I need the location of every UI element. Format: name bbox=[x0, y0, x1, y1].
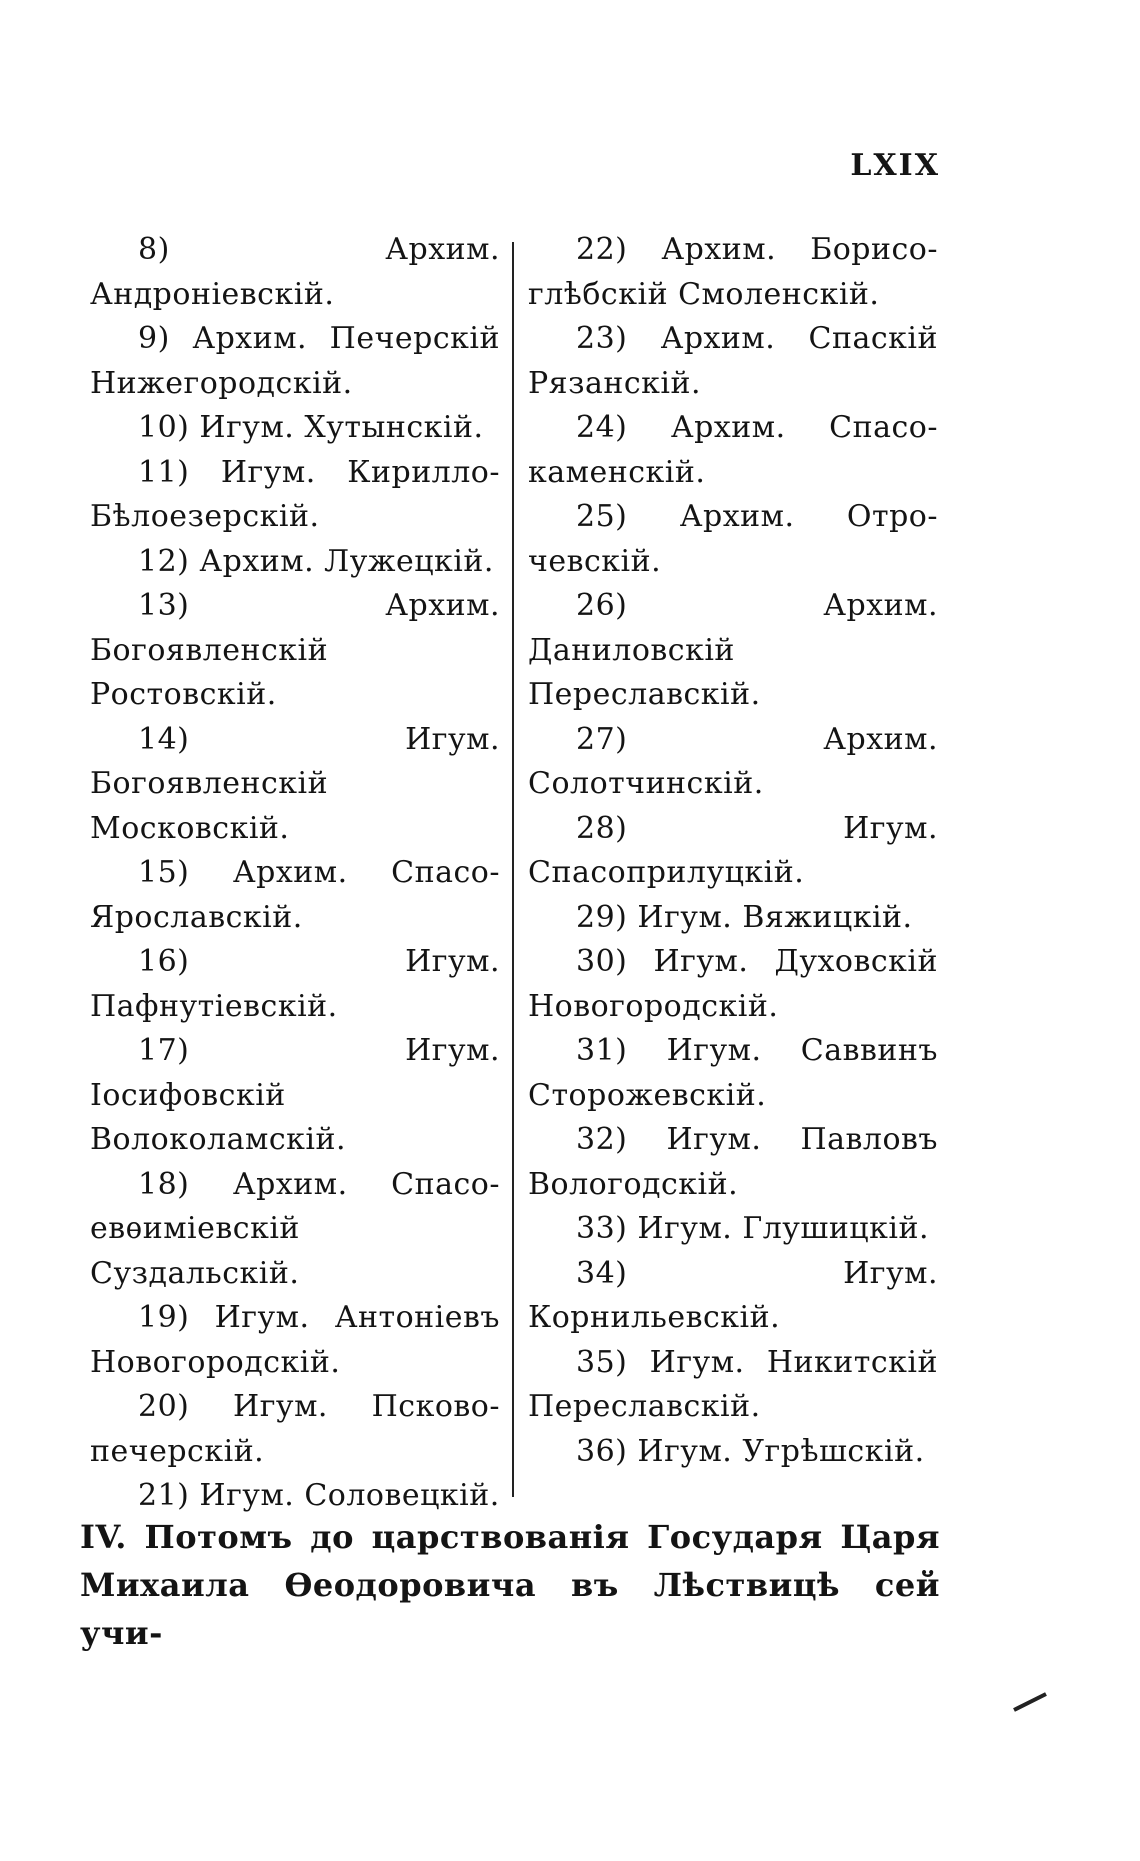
footer-line-2: Михаила Ѳеодоровича въ Лѣствицѣ сей учи- bbox=[80, 1566, 940, 1652]
list-item: 28) Игум. Спасоприлуцкій. bbox=[528, 810, 938, 890]
footer-paragraph bbox=[80, 1513, 940, 1657]
page-number: LXIX bbox=[850, 148, 940, 183]
list-item: 34) Игум. Корнильевскій. bbox=[528, 1255, 938, 1335]
list-item: 18) Архим. Спасо-евѳиміевскій Суздальскій. bbox=[90, 1166, 500, 1291]
list-item: 33) Игум. Глушицкій. bbox=[576, 1211, 929, 1246]
list-item: 16) Игум. Пафнутіевскій. bbox=[90, 944, 500, 1024]
list-item: 27) Архим. Солотчинскій. bbox=[528, 721, 938, 801]
list-item: 20) Игум. Псково-печерскій. bbox=[90, 1389, 500, 1469]
list-item: 32) Игум. Павловъ Вологодскій. bbox=[528, 1122, 938, 1202]
list-item: 13) Архим. Богоявленскій Ростовскій. bbox=[90, 588, 500, 712]
list-item: 35) Игум. Никитскій Переславскій. bbox=[528, 1344, 938, 1424]
list-item: 26) Архим. Даниловскій Переславскій. bbox=[528, 588, 938, 712]
two-column-list bbox=[90, 228, 940, 1519]
list-item: 25) Архим. Отро-чевскій. bbox=[528, 499, 938, 579]
list-item: 30) Игум. Духовскій Новогородскій. bbox=[528, 944, 938, 1024]
list-item: 17) Игум. Іосифовскій Волоколамскій. bbox=[90, 1033, 500, 1157]
list-item: 31) Игум. Саввинъ Сторожевскій. bbox=[528, 1033, 938, 1113]
list-item: 12) Архим. Лужецкій. bbox=[138, 543, 494, 579]
list-item: 23) Архим. Спаскій Рязанскій. bbox=[528, 321, 938, 401]
list-item: 24) Архим. Спасо-каменскій. bbox=[528, 410, 938, 490]
list-item: 22) Архим. Борисо-глѣбскій Смоленскій. bbox=[528, 232, 938, 312]
left-column bbox=[90, 228, 512, 1519]
stray-pen-mark bbox=[1010, 1690, 1050, 1721]
list-item: 14) Игум. Богоявленскій Московскій. bbox=[90, 721, 500, 846]
list-item: 29) Игум. Вяжицкій. bbox=[576, 899, 913, 935]
list-item: 11) Игум. Кирилло-Бѣлоезерскій. bbox=[90, 454, 500, 534]
list-item: 9) Архим. Печерскій Нижегородскій. bbox=[90, 321, 500, 401]
right-column bbox=[514, 228, 938, 1474]
list-item: 8) Архим. Андроніевскій. bbox=[90, 232, 500, 312]
list-item: 19) Игум. Антоніевъ Новогородскій. bbox=[90, 1300, 500, 1380]
list-item: 15) Архим. Спасо-Ярославскій. bbox=[90, 855, 500, 935]
list-item: 21) Игум. Соловецкій. bbox=[138, 1478, 500, 1513]
list-item: 10) Игум. Хутынскій. bbox=[138, 410, 484, 445]
list-item: 36) Игум. Угрѣшскій. bbox=[576, 1433, 925, 1469]
footer-line-1: IV. Потомъ до царствованія Государя Царя bbox=[80, 1518, 940, 1556]
